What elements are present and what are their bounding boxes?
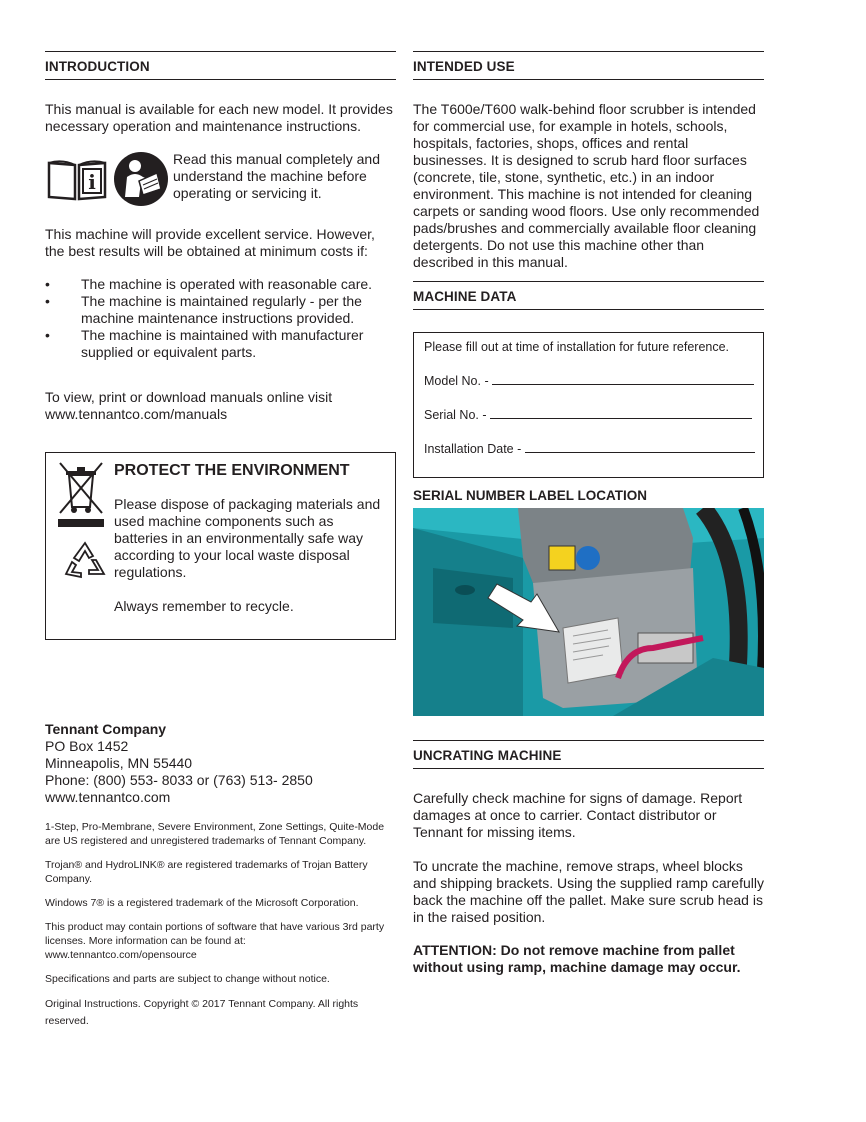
care-list [45, 276, 396, 361]
environment-box [45, 452, 396, 640]
company-name: Tennant Company [45, 721, 167, 737]
company-address-1: PO Box 1452 [45, 738, 129, 754]
introduction-heading: INTRODUCTION [45, 51, 396, 80]
intro-paragraph: This manual is available for each new model. It provides necessary operation and maintenance instructions. [45, 101, 393, 134]
legal-text: Original Instructions. Copyright © 2017 Tennant Company. All rights reserved. [45, 998, 359, 1027]
svg-text:i: i [88, 170, 96, 194]
legal-text: This product may contain portions of software that have various 3rd party licenses. More information can be found at: www.tennantco.com/opensource [45, 921, 385, 961]
legal-text: Windows 7® is a registered trademark of the Microsoft Corporation. [45, 897, 359, 909]
list-item: • The machine is maintained regularly - per the machine maintenance instructions provided. [45, 293, 396, 327]
company-address-2: Minneapolis, MN 55440 [45, 755, 193, 771]
installation-date-label: Installation Date - [424, 442, 522, 456]
model-number-field[interactable] [424, 373, 754, 390]
recycle-icon [62, 539, 108, 583]
read-manual-notice [45, 151, 396, 207]
attention-warning: ATTENTION: Do not remove machine from pallet without using ramp, machine damage may occur. [413, 942, 741, 975]
installation-date-field[interactable] [424, 441, 755, 458]
serial-number-blank[interactable] [490, 407, 752, 419]
serial-label-heading: SERIAL NUMBER LABEL LOCATION [413, 488, 648, 503]
machine-data-form [413, 332, 764, 478]
manual-book-icon [45, 155, 109, 203]
uncrating-paragraph-1: Carefully check machine for signs of damage. Report damages at once to carrier. Contact distributor or Tennant for missing items. [413, 790, 743, 840]
model-number-blank[interactable] [492, 373, 754, 385]
read-manual-text: Read this manual completely and understand the machine before operating or servicing it. [173, 151, 381, 201]
recycle-reminder: Always remember to recycle. [114, 598, 294, 614]
read-manual-icon [113, 151, 169, 207]
machine-data-note: Please fill out at time of installation for future reference. [424, 340, 730, 354]
serial-number-field[interactable] [424, 407, 752, 424]
waste-bin-crossed-icon [56, 461, 106, 529]
company-phone: Phone: (800) 553- 8033 or (763) 513- 2850 [45, 772, 313, 788]
environment-text: Please dispose of packaging materials and used machine components such as batteries in an environmentally safe way according to your local waste disposal regulations. [114, 496, 381, 580]
model-number-label: Model No. - [424, 374, 489, 388]
company-website: www.tennantco.com [45, 789, 171, 805]
legal-text: 1-Step, Pro-Membrane, Severe Environment, Zone Settings, Quite-Mode are US registered and unregistered trademarks of Tennant Company. [45, 821, 385, 847]
machine-data-heading: MACHINE DATA [413, 281, 764, 310]
online-manuals-text: To view, print or download manuals online visit www.tennantco.com/manuals [45, 389, 333, 422]
intended-use-heading: INTENDED USE [413, 51, 764, 80]
environment-title: PROTECT THE ENVIRONMENT [114, 462, 350, 479]
legal-text: Specifications and parts are subject to change without notice. [45, 973, 330, 985]
uncrating-paragraph-2: To uncrate the machine, remove straps, wheel blocks and shipping brackets. Using the supplied ramp carefully back the machine off the pallet. Make sure scrub head is in the raised position. [413, 858, 764, 925]
installation-date-blank[interactable] [525, 441, 755, 453]
intended-use-text: The T600e/T600 walk-behind floor scrubber is intended for commercial use, for example in hotels, schools, hospitals, factories, shops, offices and rental businesses. It is designed to scrub hard floor surfaces (concrete, tile, stone, synthetic, etc.) in an indoor environment. This machine is not intended for cleaning carpets or sanding wood floors. Use only recommended pads/brushes and commercially available floor cleaning detergents. Do not use this machine other than described in this manual. [413, 101, 760, 270]
list-item: • The machine is operated with reasonable care. [45, 276, 396, 293]
left-column [45, 51, 396, 640]
legal-text: Trojan® and HydroLINK® are registered trademarks of Trojan Battery Company. [45, 859, 368, 885]
intro-paragraph-2: This machine will provide excellent service. However, the best results will be obtained at minimum costs if: [45, 226, 375, 259]
company-info [45, 721, 396, 1030]
serial-number-label: Serial No. - [424, 408, 487, 422]
list-item: • The machine is maintained with manufacturer supplied or equivalent parts. [45, 327, 396, 361]
right-column [413, 51, 764, 976]
uncrating-heading: UNCRATING MACHINE [413, 740, 764, 769]
serial-label-photo [413, 508, 764, 716]
